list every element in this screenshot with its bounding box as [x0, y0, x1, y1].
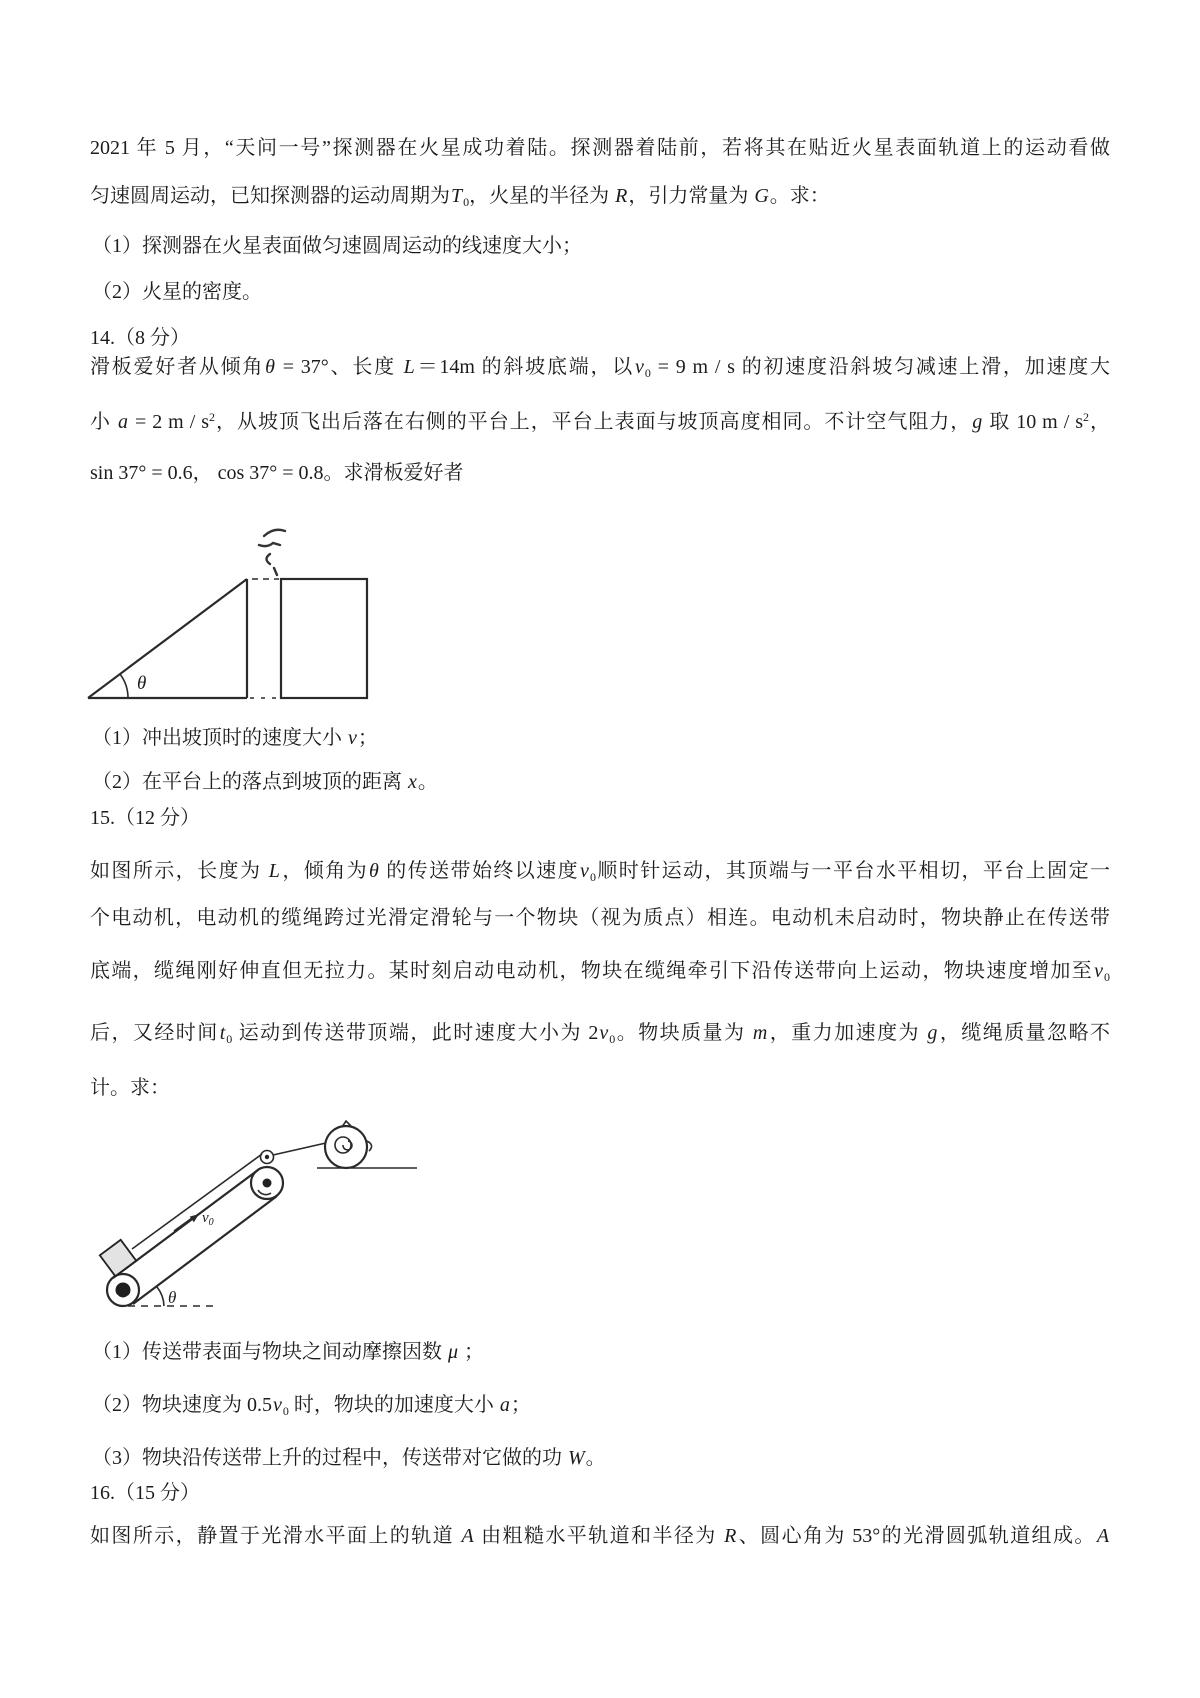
q13-item-2: （2）火星的密度。	[92, 281, 262, 303]
conveyor-motor-diagram	[80, 1110, 440, 1322]
q15-para-line-5: 计。求：	[90, 1077, 170, 1099]
conveyor-theta-label: θ	[168, 1288, 177, 1307]
ramp-theta-label: θ	[137, 673, 147, 694]
ramp-hypotenuse	[88, 579, 247, 698]
q15-para-line-4: 后，又经时间$t_0$ 运动到传送带顶端，此时速度大小为 $2v_0$。物块质量为 m，重力加速度为 g，缆绳质量忽略不	[90, 1022, 1111, 1046]
belt-speed-label: $v_0$	[202, 1210, 214, 1228]
q15-item-1: （1）传送带表面与物块之间动摩擦因数 μ ；	[92, 1341, 485, 1363]
q15-para-line-3: 底端，缆绳刚好伸直但无拉力。某时刻启动电动机，物块在缆绳牵引下沿传送带向上运动，物块速度增加至$v_0$	[90, 960, 1110, 984]
q14-heading: 14.（8 分）	[90, 327, 190, 349]
q16-heading: 16.（15 分）	[90, 1482, 200, 1504]
cable-to-motor	[273, 1143, 326, 1155]
ramp-angle-arc	[120, 674, 128, 698]
platform-rect	[281, 579, 367, 698]
q15-heading: 15.（12 分）	[90, 807, 200, 829]
q14-para-line-3: sin 37° = 0.6， cos 37° = 0.8。求滑板爱好者	[90, 462, 464, 484]
q14-para-line-2: 小 a = 2 m / $s^2$，从坡顶飞出后落在右侧的平台上，平台上表面与坡顶高度相同。不计空气阻力，g 取 10 m / $s^2$，	[90, 410, 1111, 433]
q14-item-2: （2）在平台上的落点到坡顶的距离 x。	[92, 771, 438, 793]
motor	[325, 1121, 372, 1168]
cable-to-block	[132, 1154, 262, 1249]
q16-para-line-1: 如图所示，静置于光滑水平面上的轨道 A 由粗糙水平轨道和半径为 R、圆心角为 53°的光滑圆弧轨道组成。A	[90, 1525, 1110, 1547]
bottom-roller	[107, 1274, 139, 1306]
q15-item-3: （3）物块沿传送带上升的过程中，传送带对它做的功 W。	[92, 1447, 606, 1469]
q13-item-1: （1）探测器在火星表面做匀速圆周运动的线速度大小；	[92, 235, 582, 257]
q13-para-line-2: 匀速圆周运动，已知探测器的运动周期为$T_0$，火星的半径为 R，引力常量为 G。求：	[90, 185, 830, 209]
q15-para-line-2: 个电动机，电动机的缆绳跨过光滑定滑轮与一个物块（视为质点）相连。电动机未启动时，物块静止在传送带	[90, 907, 1110, 929]
skater-sketch	[259, 530, 285, 575]
conveyor-angle-arc	[157, 1287, 164, 1306]
ramp-platform-diagram	[80, 498, 400, 710]
q15-item-2: （2）物块速度为 $0.5v_0$ 时，物块的加速度大小 a；	[92, 1394, 531, 1418]
q13-para-line-1: 2021 年 5 月，“天问一号”探测器在火星成功着陆。探测器着陆前，若将其在贴近火星表面轨道上的运动看做	[90, 137, 1110, 159]
q14-item-1: （1）冲出坡顶时的速度大小 v；	[92, 727, 378, 749]
q15-para-line-1: 如图所示，长度为 L，倾角为θ 的传送带始终以速度$v_0$顺时针运动，其顶端与一平台水平相切，平台上固定一	[90, 860, 1111, 884]
q14-para-line-1: 滑板爱好者从倾角θ = 37°、长度 L＝14m 的斜坡底端，以$v_0 = 9$ m / s 的初速度沿斜坡匀减速上滑，加速度大	[90, 356, 1111, 380]
block	[100, 1240, 136, 1276]
pulley	[261, 1151, 274, 1164]
